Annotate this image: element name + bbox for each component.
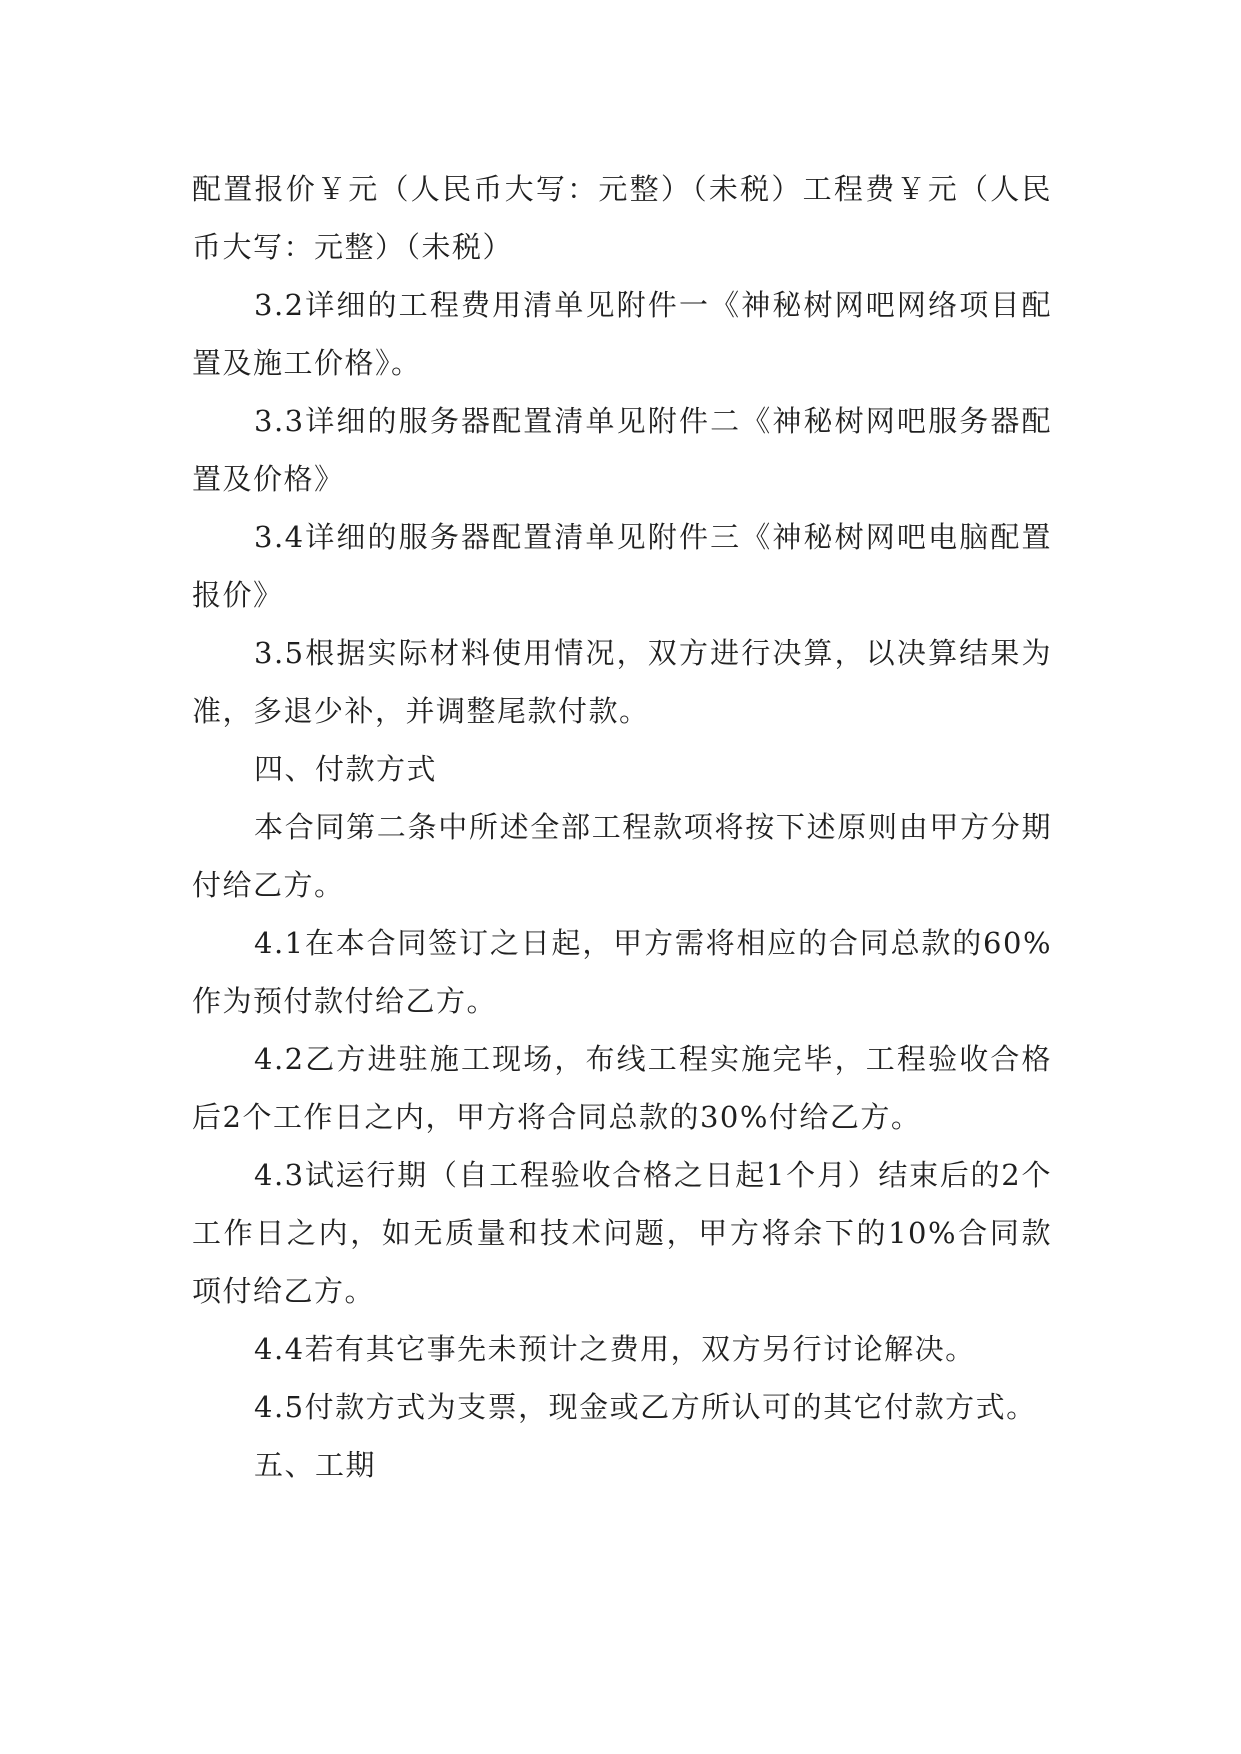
- paragraph-clause-3-3: 3.3详细的服务器配置清单见附件二《神秘树网吧服务器配置及价格》: [192, 404, 1052, 496]
- document-body: [192, 160, 1052, 1494]
- paragraph-clause-3-2: 3.2详细的工程费用清单见附件一《神秘树网吧网络项目配置及施工价格》。: [192, 288, 1052, 380]
- section-heading-schedule: 五、工期: [254, 1448, 377, 1482]
- paragraph-clause-4-1: 4.1在本合同签订之日起，甲方需将相应的合同总款的60%作为预付款付给乙方。: [192, 926, 1052, 1018]
- section-heading-payment: 四、付款方式: [254, 752, 438, 786]
- paragraph-clause-4-2: 4.2乙方进驻施工现场，布线工程实施完毕，工程验收合格后2个工作日之内，甲方将合同总款的30%付给乙方。: [192, 1042, 1052, 1134]
- paragraph-clause-4-4: 4.4若有其它事先未预计之费用，双方另行讨论解决。: [254, 1332, 976, 1366]
- paragraph-clause-4-5: 4.5付款方式为支票，现金或乙方所认可的其它付款方式。: [254, 1390, 1037, 1424]
- paragraph-clause-3-5: 3.5根据实际材料使用情况，双方进行决算，以决算结果为准，多退少补，并调整尾款付款。: [192, 636, 1052, 728]
- paragraph-clause-3-4: 3.4详细的服务器配置清单见附件三《神秘树网吧电脑配置报价》: [192, 520, 1052, 612]
- paragraph-payment-intro: 本合同第二条中所述全部工程款项将按下述原则由甲方分期付给乙方。: [192, 810, 1052, 902]
- paragraph-pricing-summary: 配置报价￥元（人民币大写：元整）（未税）工程费￥元（人民币大写：元整）（未税）: [192, 172, 1052, 264]
- paragraph-clause-4-3: 4.3试运行期（自工程验收合格之日起1个月）结束后的2个工作日之内，如无质量和技术问题，甲方将余下的10%合同款项付给乙方。: [192, 1158, 1052, 1308]
